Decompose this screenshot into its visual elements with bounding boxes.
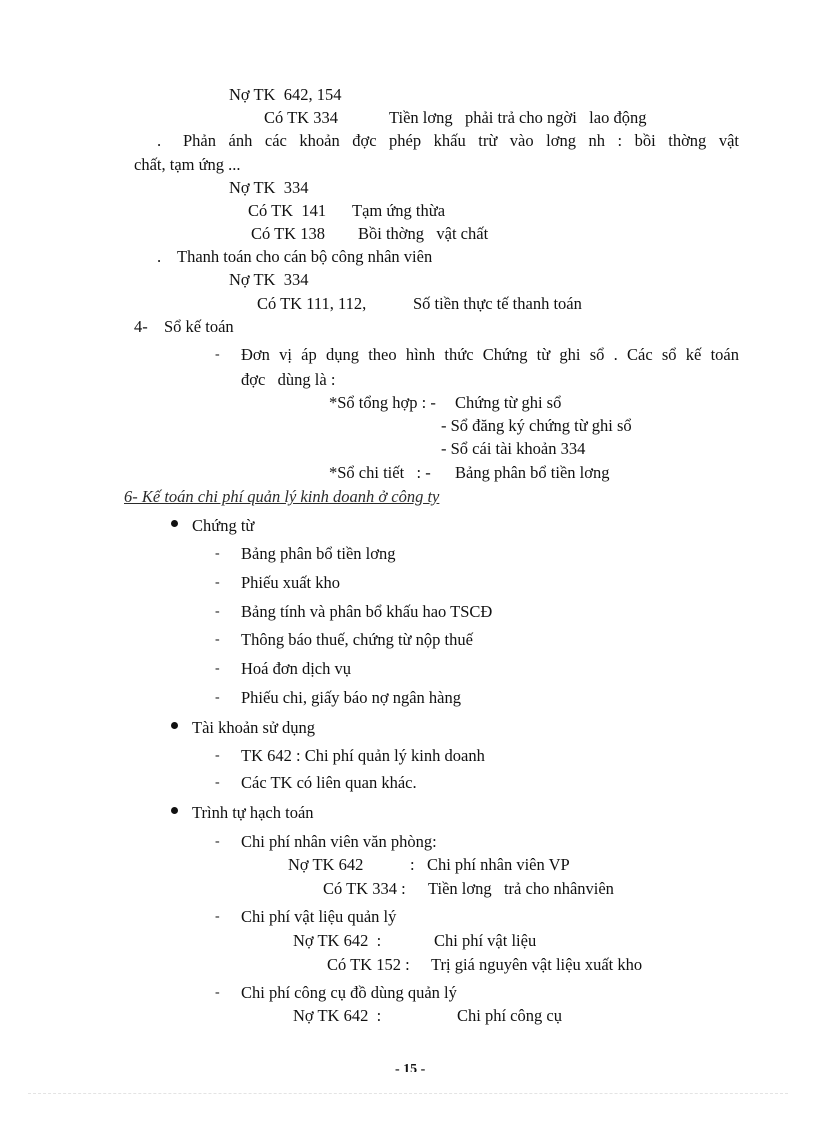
page-number: - 15 - — [395, 1063, 426, 1072]
deduction-text-line1: Phản ánh các khoản đợc phép khấu trừ vào lơng nh : bồi thờng vật — [183, 131, 739, 150]
deduction-credit-138-desc: Bồi thờng vật chất — [358, 224, 489, 243]
bullet-icon — [171, 722, 178, 729]
section4-dash: - — [215, 347, 220, 362]
tools-cost-debit: Nợ TK 642 : — [293, 1006, 382, 1025]
deduction-debit: Nợ TK 334 — [229, 178, 309, 197]
bullet-icon — [171, 520, 178, 527]
documents-item: Thông báo thuế, chứng từ nộp thuế — [241, 630, 473, 649]
deduction-credit-141-desc: Tạm ứng thừa — [352, 201, 446, 220]
materials-cost-debit: Nợ TK 642 : — [293, 931, 382, 950]
section6-heading: 6- Kế toán chi phí quản lý kinh doanh ở công ty — [124, 487, 440, 506]
payment-text: Thanh toán cho cán bộ công nhân viên — [177, 247, 433, 266]
general-ledger-label: *Sổ tổng hợp : - — [329, 393, 436, 412]
materials-cost-credit: Có TK 152 : — [327, 955, 410, 974]
dash-icon: - — [215, 575, 220, 590]
dash-icon: - — [215, 834, 220, 849]
dash-icon: - — [215, 748, 220, 763]
footer-divider — [28, 1093, 788, 1094]
deduction-text-line2: chất, tạm ứng ... — [134, 155, 241, 174]
dash-icon: - — [215, 909, 220, 924]
tools-cost-label: Chi phí công cụ đồ dùng quản lý — [241, 983, 457, 1002]
staff-cost-debit: Nợ TK 642 — [288, 855, 364, 874]
dash-icon: - — [215, 546, 220, 561]
deduction-credit-141: Có TK 141 — [248, 201, 327, 220]
dash-icon: - — [215, 604, 220, 619]
dash-icon: - — [215, 985, 220, 1000]
dash-icon: - — [215, 632, 220, 647]
staff-cost-label: Chi phí nhân viên văn phòng: — [241, 832, 437, 851]
payment-dot: . — [157, 247, 162, 266]
payment-debit: Nợ TK 334 — [229, 270, 309, 289]
dash-icon: - — [215, 690, 220, 705]
accounts-item: TK 642 : Chi phí quản lý kinh doanh — [241, 746, 485, 765]
documents-item: Hoá đơn dịch vụ — [241, 659, 351, 678]
procedure-title: Trình tự hạch toán — [192, 803, 314, 822]
documents-item: Phiếu chi, giấy báo nợ ngân hàng — [241, 688, 461, 707]
tools-cost-debit-desc: Chi phí công cụ — [457, 1006, 562, 1025]
accounts-item: Các TK có liên quan khác. — [241, 773, 417, 792]
documents-item: Phiếu xuất kho — [241, 573, 340, 592]
detail-ledger-item: Bảng phân bổ tiền lơng — [455, 463, 610, 482]
payroll-debit: Nợ TK 642, 154 — [229, 85, 342, 104]
materials-cost-label: Chi phí vật liệu quản lý — [241, 907, 397, 926]
staff-cost-debit-desc: : Chi phí nhân viên VP — [410, 855, 570, 874]
section4-title: Sổ kế toán — [164, 317, 234, 336]
accounts-title: Tài khoản sử dụng — [192, 718, 316, 737]
general-ledger-item: - Sổ đăng ký chứng từ ghi sổ — [441, 416, 632, 435]
section4-text-line1: Đơn vị áp dụng theo hình thức Chứng từ ghi sổ . Các sổ kế toán — [241, 345, 739, 364]
documents-title: Chứng từ — [192, 516, 255, 535]
general-ledger-item: - Sổ cái tài khoản 334 — [441, 439, 586, 458]
documents-item: Bảng phân bổ tiền lơng — [241, 544, 396, 563]
staff-cost-credit: Có TK 334 : — [323, 879, 406, 898]
payment-credit-desc: Số tiền thực tế thanh toán — [413, 294, 582, 313]
deduction-credit-138: Có TK 138 — [251, 224, 325, 243]
bullet-icon — [171, 807, 178, 814]
materials-cost-debit-desc: Chi phí vật liệu — [434, 931, 537, 950]
documents-item: Bảng tính và phân bổ khấu hao TSCĐ — [241, 602, 493, 621]
payroll-credit-desc: Tiền lơng phải trả cho ngời lao động — [389, 108, 647, 127]
staff-cost-credit-desc: Tiền lơng trả cho nhânviên — [428, 879, 614, 898]
detail-ledger-label: *Sổ chi tiết : - — [329, 463, 431, 482]
section4-number: 4- — [134, 317, 148, 336]
dash-icon: - — [215, 661, 220, 676]
general-ledger-item: Chứng từ ghi sổ — [455, 393, 562, 412]
dash-icon: - — [215, 775, 220, 790]
payment-credit: Có TK 111, 112, — [257, 294, 367, 313]
materials-cost-credit-desc: Trị giá nguyên vật liệu xuất kho — [431, 955, 643, 974]
deduction-dot: . — [157, 131, 162, 150]
payroll-credit: Có TK 334 — [264, 108, 338, 127]
section4-text-line2: đợc dùng là : — [241, 370, 336, 389]
